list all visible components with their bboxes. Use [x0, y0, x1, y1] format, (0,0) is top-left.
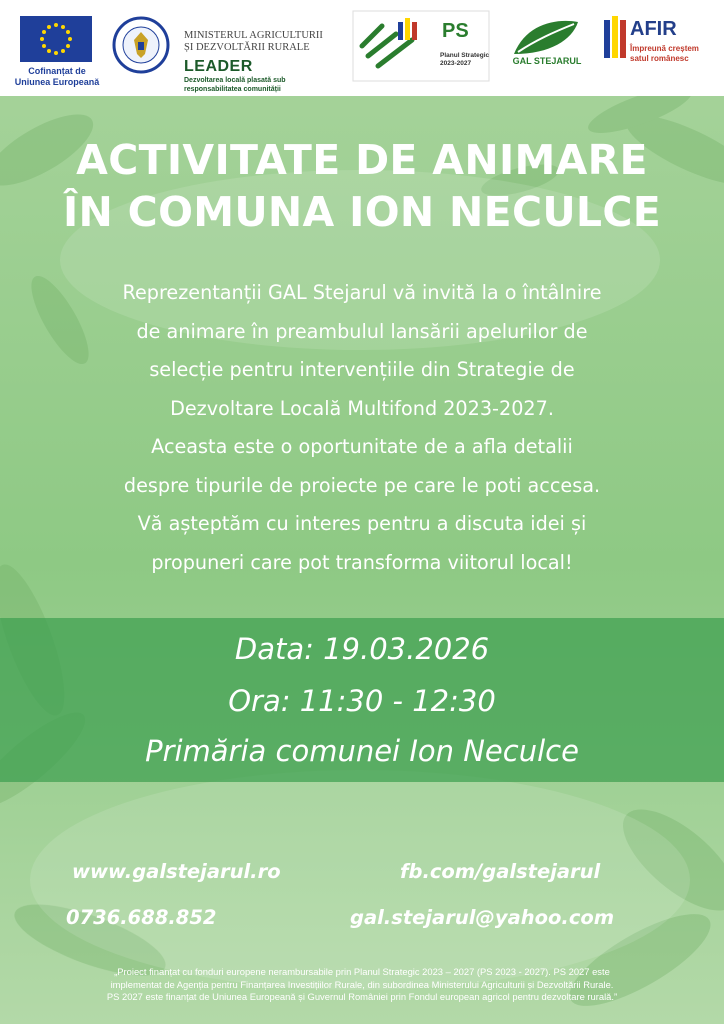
event-time: Ora: 11:30 - 12:30	[228, 684, 496, 718]
body-line: propuneri care pot transforma viitorul local!	[151, 550, 573, 574]
body-line: Reprezentanții GAL Stejarul vă invită la o întâlnire	[122, 281, 602, 304]
logo-header	[0, 0, 724, 96]
invitation-text	[30, 274, 694, 582]
title-line-1: ACTIVITATE DE ANIMARE	[76, 136, 648, 184]
footnote-line: „Proiect finanțat cu fonduri europene nerambursabile prin Planul Strategic 2023 – 2027 (PS 2023 - 2027). PS 2027 este	[114, 966, 610, 977]
footnote-line: PS 2027 este finanțat de Uniunea Europeană și Guvernul României prin Fondul european agricol pentru dezvoltare rurală.”	[106, 991, 618, 1002]
gal-stejarul-leaf-icon	[506, 14, 584, 62]
website-link[interactable]: www.galstejarul.ro	[72, 860, 281, 883]
eu-flag-icon	[20, 16, 92, 62]
ministry-name: MINISTERUL AGRICULTURII ȘI DEZVOLTĂRII RURALE	[184, 30, 323, 53]
body-line: Aceasta este o oportunitate de a afla detalii	[151, 435, 573, 458]
leader-caption: Dezvoltarea locală plasată sub responsabilitatea comunității	[184, 77, 286, 93]
body-line: despre tipurile de proiecte pe care le poti accesa.	[123, 473, 601, 497]
afir-tricolor-icon	[604, 16, 626, 62]
funding-footnote	[8, 966, 716, 1004]
title-line-2: ÎN COMUNA ION NECULCE	[62, 188, 662, 236]
body-line: selecție pentru intervențiile din Strategie de	[149, 358, 575, 381]
event-location: Primăria comunei Ion Neculce	[145, 734, 579, 768]
body-line: Dezvoltare Locală Multifond 2023-2027.	[170, 396, 554, 420]
afir-label: AFIR	[630, 18, 677, 40]
government-seal-icon	[112, 16, 170, 74]
afir-caption: Împreună creștem satul românesc	[630, 44, 699, 63]
gal-stejarul-label: GAL STEJARUL	[512, 56, 582, 66]
facebook-link[interactable]: fb.com/galstejarul	[400, 860, 601, 883]
eu-caption: Cofinanțat de Uniunea Europeană	[14, 66, 100, 87]
ps-logo-icon	[352, 10, 490, 82]
leader-logo-text: LEADER	[184, 58, 253, 75]
phone-number[interactable]: 0736.688.852	[66, 906, 217, 929]
ps-caption: Planul Strategic 2023-2027	[440, 52, 490, 67]
body-line: de animare în preambulul lansării apelurilor de	[136, 319, 588, 343]
event-details-band	[0, 618, 724, 782]
event-date: Data: 19.03.2026	[234, 632, 490, 666]
email-link[interactable]: gal.stejarul@yahoo.com	[350, 906, 615, 929]
footnote-line: implementat de Agenția pentru Finanțarea Investițiilor Rurale, din subordinea Ministerului Agriculturii și Dezvoltării Rurale.	[110, 978, 614, 990]
ps-label: PS	[442, 20, 469, 42]
page-title	[20, 134, 704, 238]
body-line: Vă așteptăm cu interes pentru a discuta idei și	[137, 512, 587, 535]
